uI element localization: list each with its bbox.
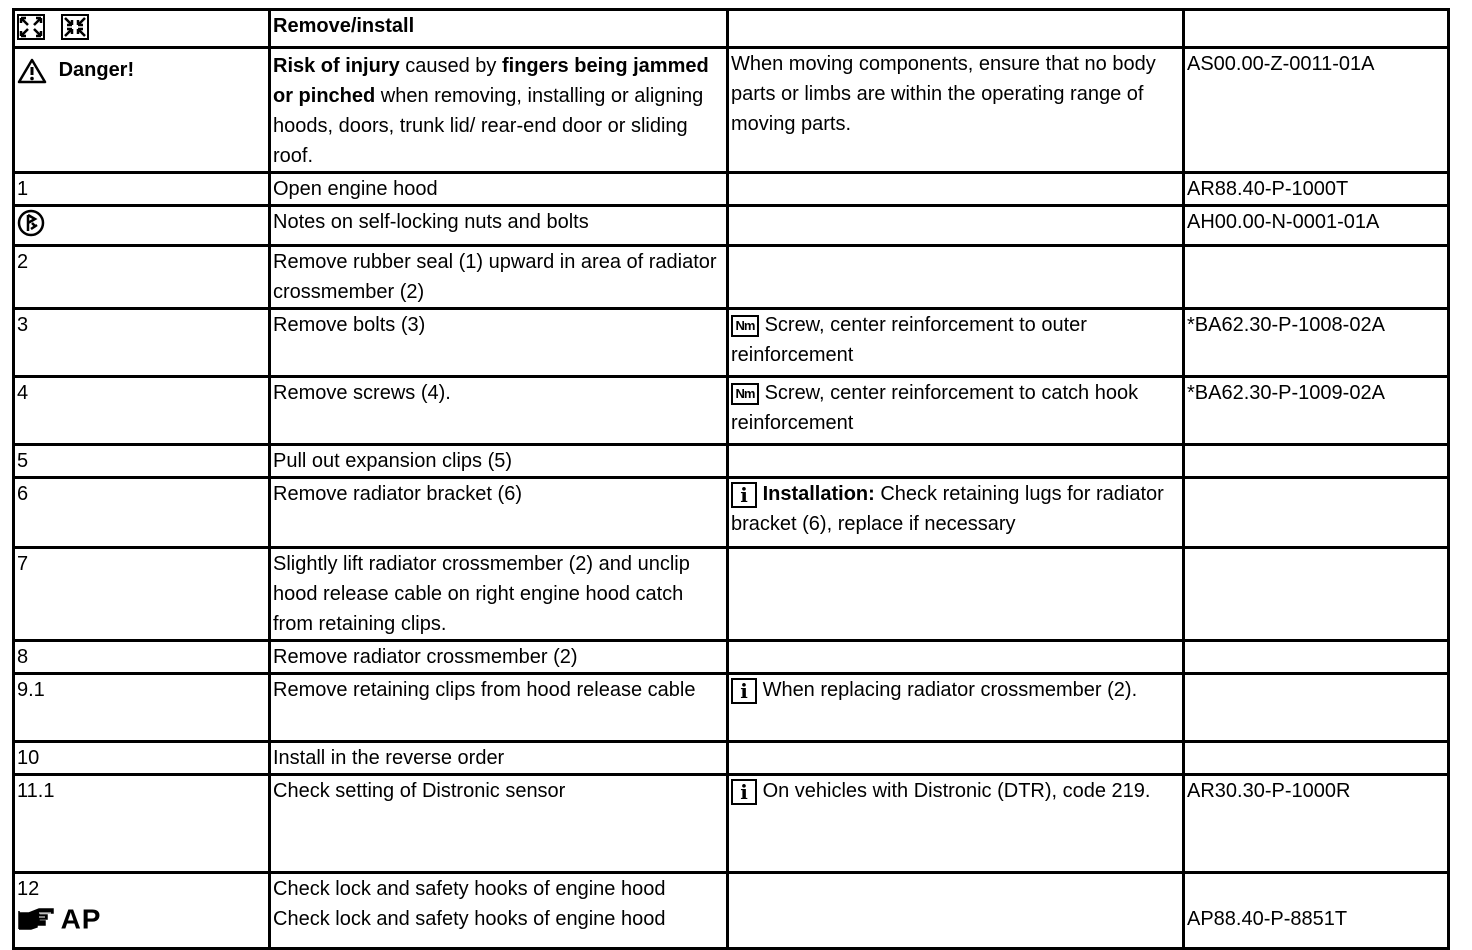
table-row: [14, 173, 1449, 206]
step-action: Check setting of Distronic sensor: [270, 775, 728, 873]
step-note-text: When replacing radiator crossmember (2).: [762, 679, 1138, 701]
table-row: [14, 246, 1449, 309]
table-row: [14, 445, 1449, 478]
step-note: [728, 674, 1184, 742]
step-note: [728, 548, 1184, 641]
table-row: [14, 377, 1449, 445]
header-ref-cell: [1184, 10, 1449, 48]
step-note: [728, 641, 1184, 674]
step-ref: [1184, 641, 1449, 674]
step-number: 1: [14, 173, 270, 206]
step-note: [728, 742, 1184, 775]
step-note-text: Screw, center reinforcement to outer reinforcement: [731, 314, 1087, 366]
step-ref: *BA62.30-P-1008-02A: [1184, 309, 1449, 377]
self-locking-nut-icon: [17, 209, 45, 237]
ap-reference-marker: [17, 904, 264, 935]
step-number: [14, 206, 270, 246]
step-ref: [1184, 246, 1449, 309]
step-ref: [1184, 478, 1449, 548]
procedure-table: [12, 8, 1450, 950]
step-note-text: Check retaining lugs for radiator bracket (6), replace if necessary: [731, 483, 1164, 535]
step-action: [270, 873, 728, 949]
danger-row: [14, 48, 1449, 173]
step-action: Open engine hood: [270, 173, 728, 206]
step-action: Notes on self-locking nuts and bolts: [270, 206, 728, 246]
step-ref: AR88.40-P-1000T: [1184, 173, 1449, 206]
step-note-bold: Installation:: [762, 483, 875, 505]
step-action: Remove bolts (3): [270, 309, 728, 377]
step-action-line: Check lock and safety hooks of engine hood: [273, 908, 666, 930]
step-note: [728, 246, 1184, 309]
step-ref: AH00.00-N-0001-01A: [1184, 206, 1449, 246]
table-row: [14, 478, 1449, 548]
danger-text-part: when removing, installing or aligning hoods, doors, trunk lid/ rear-end door or sliding roof.: [273, 85, 704, 167]
danger-label: Danger!: [58, 59, 135, 81]
step-number: 6: [14, 478, 270, 548]
table-row: [14, 548, 1449, 641]
danger-text-part: fingers being jammed or pinched: [273, 55, 709, 107]
pointing-hand-icon: [17, 907, 55, 933]
step-action: Pull out expansion clips (5): [270, 445, 728, 478]
install-arrows-icon: [61, 14, 89, 40]
table-row: [14, 206, 1449, 246]
step-note: [728, 309, 1184, 377]
step-note-text: Screw, center reinforcement to catch hook reinforcement: [731, 382, 1139, 434]
step-note-text: On vehicles with Distronic (DTR), code 219.: [762, 780, 1151, 802]
info-icon: i: [731, 678, 757, 704]
step-ref: [1184, 445, 1449, 478]
warning-triangle-icon: [17, 58, 47, 84]
remove-arrows-icon: [17, 14, 45, 40]
header-note-cell: [728, 10, 1184, 48]
step-ref: [1184, 548, 1449, 641]
info-icon: i: [731, 482, 757, 508]
step-number: 2: [14, 246, 270, 309]
step-number: 4: [14, 377, 270, 445]
step-action: Slightly lift radiator crossmember (2) and unclip hood release cable on right engine hood catch from retaining clips.: [270, 548, 728, 641]
step-number: 5: [14, 445, 270, 478]
step-number: [14, 873, 270, 949]
step-note: [728, 873, 1184, 949]
step-number: 3: [14, 309, 270, 377]
step-action: Install in the reverse order: [270, 742, 728, 775]
step-action: Remove retaining clips from hood release cable: [270, 674, 728, 742]
step-note: [728, 478, 1184, 548]
danger-cell: [14, 48, 270, 173]
torque-nm-icon: Nm: [731, 383, 759, 405]
table-row: [14, 309, 1449, 377]
danger-text: [270, 48, 728, 173]
step-ref: [1184, 674, 1449, 742]
step-action: Remove radiator crossmember (2): [270, 641, 728, 674]
torque-nm-icon: Nm: [731, 315, 759, 337]
header-row: [14, 10, 1449, 48]
step-action: Remove screws (4).: [270, 377, 728, 445]
step-ref: [1184, 742, 1449, 775]
header-icons-cell: [14, 10, 270, 48]
step-number: 11.1: [14, 775, 270, 873]
step-note: [728, 445, 1184, 478]
step-note: [728, 206, 1184, 246]
step-note: [728, 775, 1184, 873]
step-number: 9.1: [14, 674, 270, 742]
table-row: [14, 873, 1449, 949]
table-row: [14, 775, 1449, 873]
step-action: Remove rubber seal (1) upward in area of radiator crossmember (2): [270, 246, 728, 309]
step-number-text: 12: [17, 878, 40, 900]
step-note: [728, 377, 1184, 445]
step-number: 8: [14, 641, 270, 674]
step-ref: AR30.30-P-1000R: [1184, 775, 1449, 873]
danger-text-part: caused by: [399, 55, 502, 77]
info-icon: i: [731, 779, 757, 805]
danger-text-part: Risk of injury: [273, 55, 400, 77]
table-row: [14, 674, 1449, 742]
ap-label: AP: [60, 903, 102, 935]
step-ref: [1184, 873, 1449, 949]
step-number: 7: [14, 548, 270, 641]
operation-heading: Remove/install: [270, 10, 728, 48]
danger-ref: AS00.00-Z-0011-01A: [1184, 48, 1449, 173]
step-ref-line: [1187, 874, 1443, 904]
step-ref-line: AP88.40-P-8851T: [1187, 908, 1348, 930]
step-action: Remove radiator bracket (6): [270, 478, 728, 548]
step-note: [728, 173, 1184, 206]
step-action-line: Check lock and safety hooks of engine hood: [273, 878, 666, 900]
step-number: 10: [14, 742, 270, 775]
danger-note: When moving components, ensure that no body parts or limbs are within the operating range of moving parts.: [728, 48, 1184, 173]
table-row: [14, 641, 1449, 674]
table-row: [14, 742, 1449, 775]
step-ref: *BA62.30-P-1009-02A: [1184, 377, 1449, 445]
